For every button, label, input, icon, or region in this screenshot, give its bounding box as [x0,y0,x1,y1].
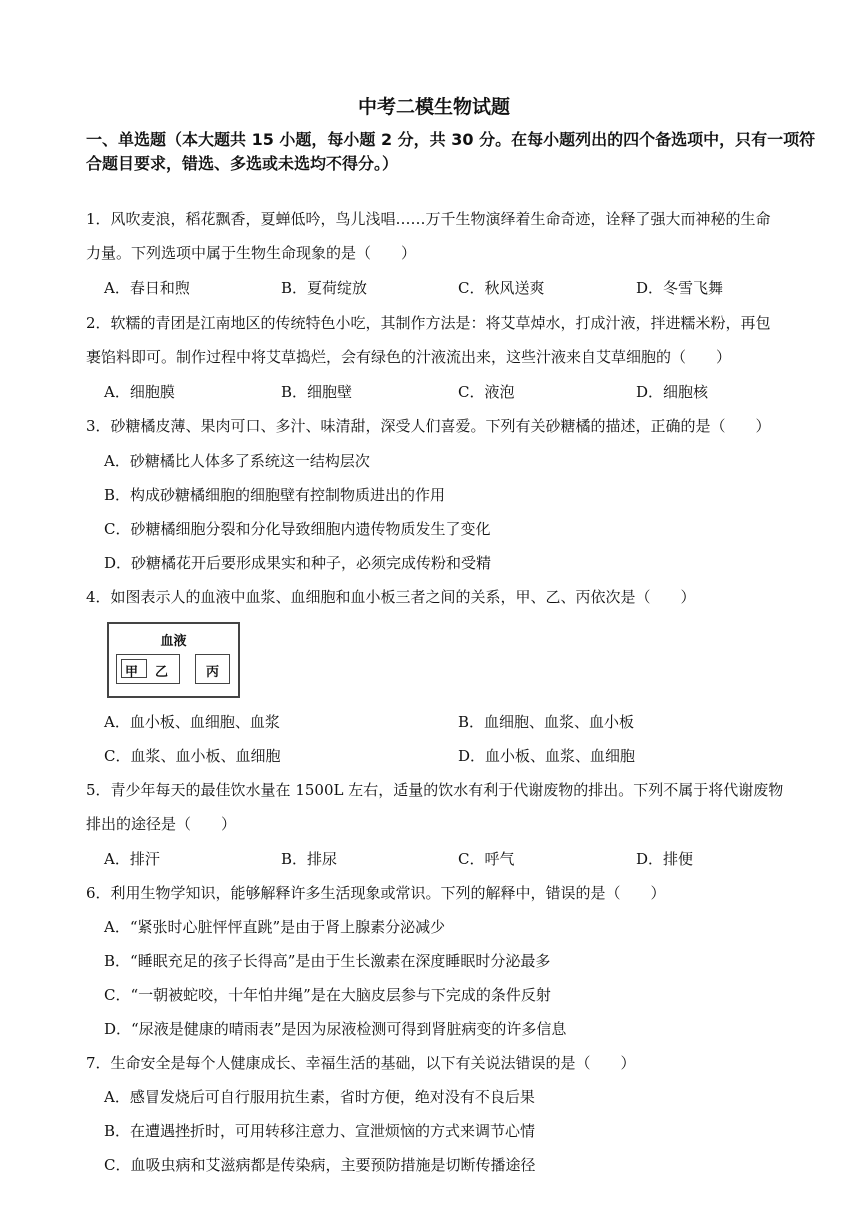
question-1-option-a: A．春日和煦 [104,279,190,297]
question-6-stem: 6．利用生物学知识，能够解释许多生活现象或常识。下列的解释中，错误的是（ ） [86,884,666,902]
question-2-option-c: C．液泡 [458,383,515,401]
question-1-stem: 1．风吹麦浪，稻花飘香，夏蝉低吟，鸟儿浅唱……万千生物演绎着生命奇迹，诠释了强大而神秘的生命 [86,210,771,228]
question-6-option-b: B．“睡眠充足的孩子长得高”是由于生长激素在深度睡眠时分泌最多 [104,952,551,970]
question-6-option-d: D．“尿液是健康的晴雨表”是因为尿液检测可得到肾脏病变的许多信息 [104,1020,567,1038]
diagram-label-yi: 乙 [155,665,169,680]
question-3-option-d: D．砂糖橘花开后要形成果实和种子，必须完成传粉和受精 [104,554,492,572]
question-1-option-c: C．秋风送爽 [458,279,545,297]
question-7-option-b: B．在遭遇挫折时，可用转移注意力、宣泄烦恼的方式来调节心情 [104,1122,536,1140]
question-1-option-b: B．夏荷绽放 [281,279,368,297]
question-2-option-d: D．细胞核 [636,383,709,401]
question-5-option-c: C．呼气 [458,850,515,868]
question-3-option-b: B．构成砂糖橘细胞的细胞壁有控制物质进出的作用 [104,486,446,504]
question-2-option-a: A．细胞膜 [104,383,175,401]
question-1-stem-cont: 力量。下列选项中属于生物生命现象的是（ ） [86,244,417,262]
diagram-box-bing [195,654,230,684]
diagram-box-jia-yi [116,654,180,684]
question-7-option-c: C．血吸虫病和艾滋病都是传染病，主要预防措施是切断传播途径 [104,1156,536,1174]
question-2-stem-cont: 裹馅料即可。制作过程中将艾草捣烂，会有绿色的汁液流出来，这些汁液来自艾草细胞的（ ） [86,348,732,366]
question-5-stem-cont: 排出的途径是（ ） [86,815,237,833]
question-4-option-d: D．血小板、血浆、血细胞 [458,747,636,765]
question-5-option-b: B．排尿 [281,850,338,868]
question-5-stem: 5．青少年每天的最佳饮水量在 1500L 左右，适量的饮水有利于代谢废物的排出。下列不属于将代谢废物 [86,781,784,799]
question-7-option-a: A．感冒发烧后可自行服用抗生素，省时方便，绝对没有不良后果 [104,1088,535,1106]
question-5-option-a: A．排汗 [104,850,160,868]
diagram-label-jia: 甲 [125,665,139,680]
question-1-option-d: D．冬雪飞舞 [636,279,724,297]
diagram-label-bing: 丙 [206,665,220,680]
question-3-option-a: A．砂糖橘比人体多了系统这一结构层次 [104,452,370,470]
section-heading: 一、单选题（本大题共 15 小题，每小题 2 分，共 30 分。在每小题列出的四个备选项中，只有一项符合题目要求，错选、多选或未选均不得分。） [86,130,816,173]
question-7-stem: 7．生命安全是每个人健康成长、幸福生活的基础，以下有关说法错误的是（ ） [86,1054,636,1072]
question-4-option-a: A．血小板、血细胞、血浆 [104,713,280,731]
page-title: 中考二模生物试题 [357,96,510,118]
question-6-option-c: C．“一朝被蛇咬，十年怕井绳”是在大脑皮层参与下完成的条件反射 [104,986,551,1004]
question-4-stem: 4．如图表示人的血液中血浆、血细胞和血小板三者之间的关系，甲、乙、丙依次是（ ） [86,588,696,606]
blood-diagram [107,622,240,698]
question-4-option-c: C．血浆、血小板、血细胞 [104,747,281,765]
diagram-title: 血液 [160,634,187,649]
question-5-option-d: D．排便 [636,850,694,868]
question-3-option-c: C．砂糖橘细胞分裂和分化导致细胞内遗传物质发生了变化 [104,520,491,538]
question-6-option-a: A．“紧张时心脏怦怦直跳”是由于肾上腺素分泌减少 [104,918,446,936]
question-2-option-b: B．细胞壁 [281,383,353,401]
question-3-stem: 3．砂糖橘皮薄、果肉可口、多汁、味清甜，深受人们喜爱。下列有关砂糖橘的描述，正确的是（ ） [86,417,771,435]
question-4-option-b: B．血细胞、血浆、血小板 [458,713,635,731]
question-2-stem: 2．软糯的青团是江南地区的传统特色小吃，其制作方法是：将艾草焯水，打成汁液，拌进糯米粉，再包 [86,314,771,332]
